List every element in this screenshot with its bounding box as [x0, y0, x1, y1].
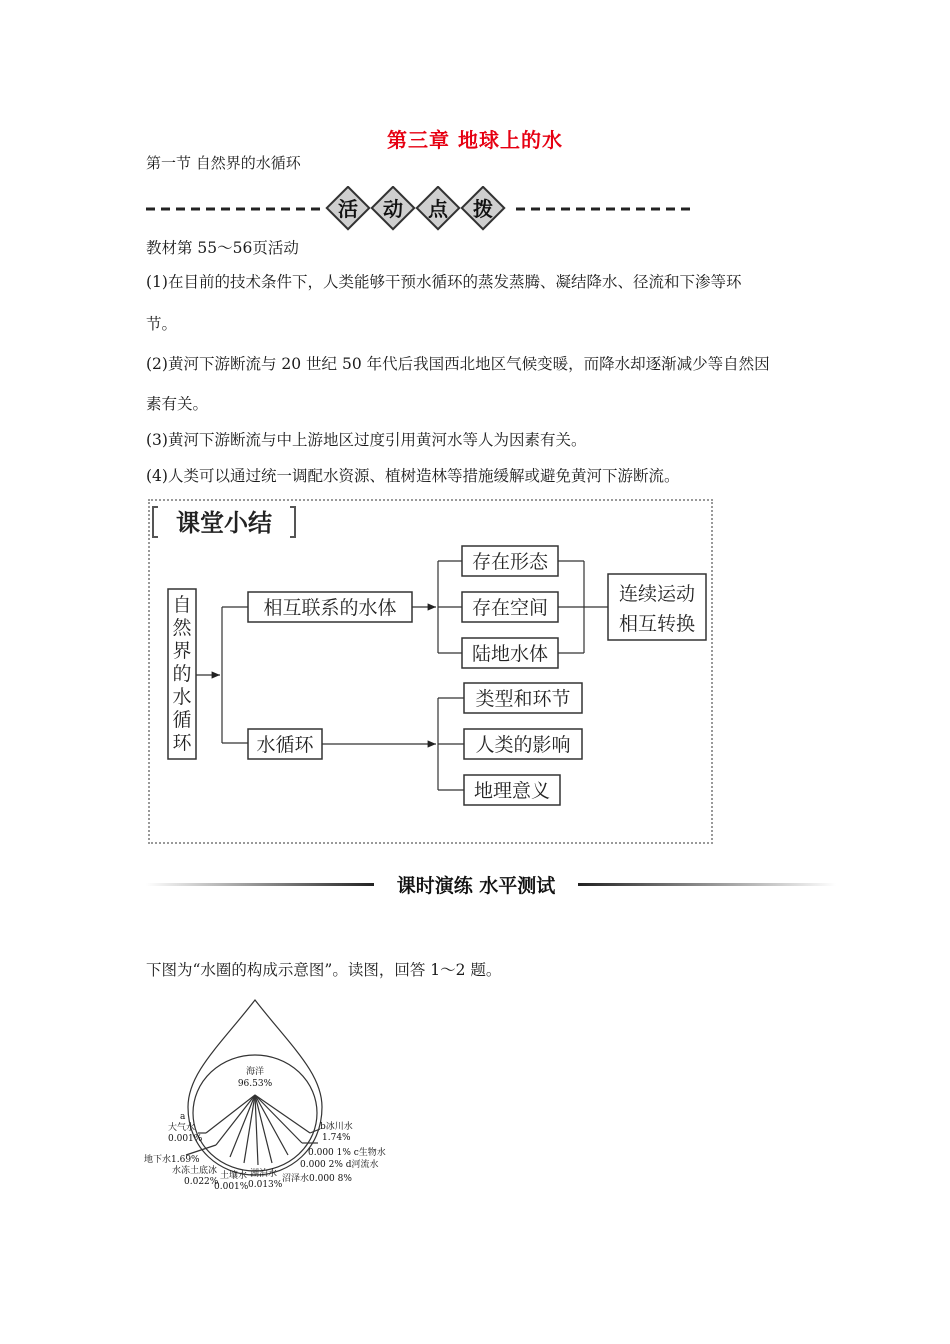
- activity-banner: [146, 186, 690, 232]
- branch-1-child: 陆地水体: [471, 643, 549, 665]
- result-line: 相互转换: [618, 613, 696, 635]
- answer-4: (4)人类可以通过统一调配水资源、植树造林等措施缓解或避免黄河下游断流。: [146, 467, 680, 485]
- groundwater-label: 地下水1.69%: [144, 1155, 200, 1165]
- textbook-reference: 教材第 55～56页活动: [146, 239, 299, 257]
- permafrost-value: 0.022%: [184, 1177, 219, 1187]
- banner-diamond: [327, 187, 369, 229]
- branch-2-child: 地理意义: [473, 780, 551, 802]
- root-char: 自: [172, 594, 192, 616]
- ocean-label: 海洋: [245, 1067, 265, 1077]
- answer-3: (3)黄河下游断流与中上游地区过度引用黄河水等人为因素有关。: [146, 431, 587, 449]
- hydrosphere-diagram: [140, 995, 390, 1195]
- soil-label: 土壤水: [220, 1171, 248, 1181]
- answer-2-line-1: (2)黄河下游断流与 20 世纪 50 年代后我国西北地区气候变暖，而降水却逐渐减少等自然因: [146, 355, 770, 373]
- banner-diamond: [372, 187, 414, 229]
- permafrost-label: 水冻土底冰: [172, 1166, 218, 1176]
- lake-label: 湖泊水: [250, 1169, 278, 1179]
- summary-diagram: [148, 499, 713, 844]
- practice-heading-bar: [146, 870, 836, 900]
- lake-value: 0.013%: [248, 1180, 283, 1190]
- answer-1-line-1: (1)在目前的技术条件下，人类能够干预水循环的蒸发蒸腾、凝结降水、径流和下渗等环: [146, 273, 742, 291]
- banner-diamond: [462, 187, 504, 229]
- atmosphere-label: 大气水: [168, 1123, 196, 1133]
- root-char: 水: [172, 686, 192, 708]
- branch-2-label: 水循环: [256, 734, 314, 756]
- atmosphere-value: 0.001%: [168, 1134, 203, 1144]
- summary-heading: 课堂小结: [176, 509, 272, 537]
- a-label: a: [180, 1112, 186, 1122]
- root-char: 界: [172, 640, 192, 662]
- question-intro: 下图为“水圈的构成示意图”。读图，回答 1～2 题。: [146, 961, 502, 979]
- biological-water-label: 0.000 1% c生物水: [308, 1148, 386, 1158]
- branch-1-child: 存在空间: [471, 597, 549, 619]
- river-water-label: 0.000 2% d河流水: [300, 1160, 379, 1170]
- branch-1-label: 相互联系的水体: [263, 597, 397, 619]
- result-line: 连续运动: [618, 583, 696, 605]
- banner-char: 动: [383, 197, 403, 221]
- answer-2-line-2: 素有关。: [146, 395, 209, 413]
- root-char: 的: [172, 663, 192, 685]
- banner-diamond: [417, 187, 459, 229]
- answer-1-line-2: 节。: [146, 315, 178, 333]
- summary-box: [148, 499, 713, 844]
- banner-char: 拨: [473, 197, 493, 221]
- glacier-value: 1.74%: [322, 1133, 351, 1143]
- practice-heading: 课时演练 水平测试: [396, 875, 556, 897]
- branch-2-child: 类型和环节: [475, 688, 571, 710]
- chapter-title: 第三章 地球上的水: [387, 128, 563, 152]
- branch-1-child: 存在形态: [471, 551, 549, 573]
- glacier-label: b冰川水: [320, 1122, 353, 1132]
- root-char: 环: [172, 732, 192, 754]
- branch-2-child: 人类的影响: [475, 734, 571, 756]
- root-char: 然: [172, 617, 192, 639]
- banner-char: 活: [338, 197, 358, 221]
- ocean-value: 96.53%: [237, 1079, 273, 1089]
- banner-char: 点: [428, 197, 448, 221]
- swamp-label: 沼泽水0.000 8%: [282, 1174, 352, 1184]
- root-char: 循: [172, 709, 192, 731]
- soil-value: 0.001%: [214, 1182, 249, 1192]
- section-title: 第一节 自然界的水循环: [146, 154, 301, 172]
